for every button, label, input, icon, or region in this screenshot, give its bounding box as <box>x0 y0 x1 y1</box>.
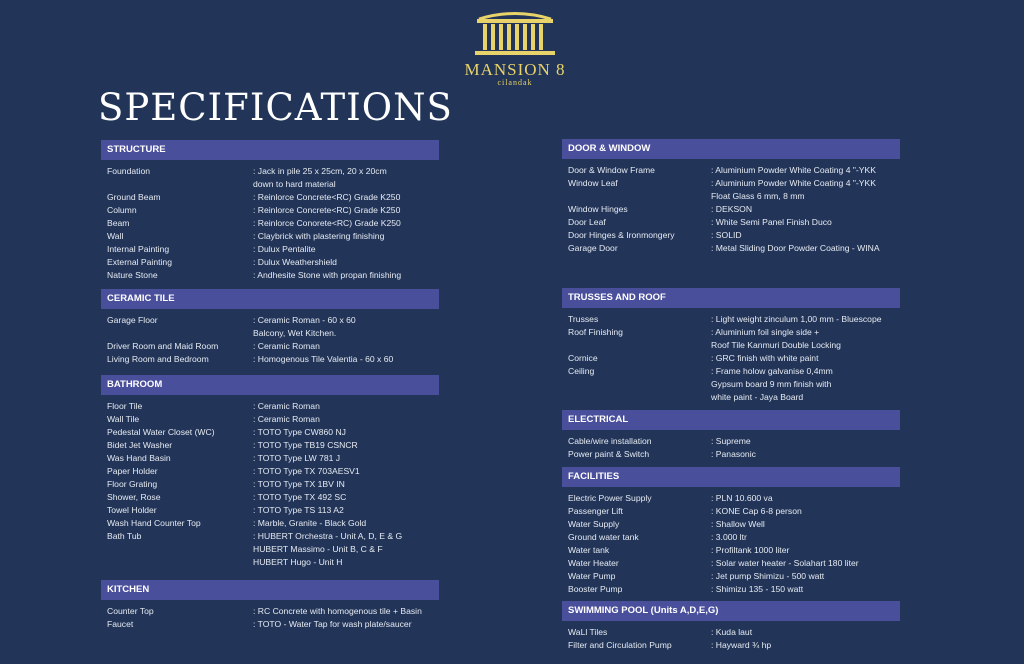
spec-label: Floor Tile <box>107 401 143 411</box>
spec-value: : Aluminium Powder White Coating 4 "-YKK <box>711 165 876 175</box>
spec-row <box>568 626 900 639</box>
spec-label: Cornice <box>568 353 598 363</box>
spec-value: : TOTO Type CW860 NJ <box>253 427 346 437</box>
section <box>562 601 900 652</box>
spec-row <box>107 191 439 204</box>
spec-row <box>568 242 900 255</box>
spec-value: : Ceramic Roman <box>253 414 320 424</box>
spec-row <box>568 505 900 518</box>
spec-row <box>107 243 439 256</box>
spec-value: : Dulux Weathershield <box>253 257 337 267</box>
section-header: CERAMIC TILE <box>101 289 439 309</box>
spec-value: : Ceramic Roman <box>253 341 320 351</box>
spec-row <box>107 217 439 230</box>
spec-label: Cable/wire installation <box>568 436 652 446</box>
spec-value: : SOLID <box>711 230 742 240</box>
spec-list <box>101 605 439 631</box>
spec-label: Power paint & Switch <box>568 449 650 459</box>
spec-row <box>107 204 439 217</box>
spec-label: Water Supply <box>568 519 620 529</box>
spec-row <box>568 531 900 544</box>
spec-label: Faucet <box>107 619 134 629</box>
spec-label: Window Leaf <box>568 178 618 188</box>
spec-value: : Aluminium foil single side + Roof Tile Kanmuri Double Locking <box>711 327 841 350</box>
spec-row <box>568 518 900 531</box>
brand-subtitle: cilandak <box>497 78 533 87</box>
spec-label: Floor Grating <box>107 479 158 489</box>
spec-value: : 3.000 ltr <box>711 532 747 542</box>
pavilion-icon <box>473 10 557 58</box>
spec-row <box>568 492 900 505</box>
spec-row <box>568 216 900 229</box>
spec-label: Water tank <box>568 545 610 555</box>
spec-value: : Marble, Granite - Black Gold <box>253 518 367 528</box>
spec-label: Door & Window Frame <box>568 165 655 175</box>
spec-row <box>107 165 439 191</box>
spec-row <box>107 426 439 439</box>
spec-list <box>562 492 900 596</box>
spec-label: Bath Tub <box>107 531 142 541</box>
section-header: TRUSSES AND ROOF <box>562 288 900 308</box>
spec-value: : Shimizu 135 - 150 watt <box>711 584 804 594</box>
spec-value: : GRC finish with white paint <box>711 353 819 363</box>
spec-label: Nature Stone <box>107 270 158 280</box>
spec-label: Ground Beam <box>107 192 161 202</box>
spec-row <box>568 639 900 652</box>
spec-value: : Shallow Well <box>711 519 765 529</box>
brand-name: MANSION 8 <box>464 60 566 79</box>
section <box>101 289 439 366</box>
spec-label: Garage Door <box>568 243 618 253</box>
spec-row <box>568 570 900 583</box>
spec-row <box>107 439 439 452</box>
spec-label: Door Hinges & Ironmongery <box>568 230 675 240</box>
spec-value: : TOTO Type LW 781 J <box>253 453 341 463</box>
spec-row <box>107 314 439 340</box>
spec-value: : HUBERT Orchestra - Unit A, D, E & G HUBERT Massimo - Unit B, C & F HUBERT Hugo - Unit H <box>253 531 403 567</box>
spec-row <box>107 230 439 243</box>
spec-value: : Light weight zinculum 1,00 mm - Bluescope <box>711 314 882 324</box>
spec-value: : Supreme <box>711 436 751 446</box>
spec-label: Window Hinges <box>568 204 628 214</box>
section <box>562 467 900 596</box>
spec-row <box>568 313 900 326</box>
spec-label: Booster Pump <box>568 584 623 594</box>
spec-value: : Metal Sliding Door Powder Coating - WINA <box>711 243 880 253</box>
spec-row <box>107 452 439 465</box>
spec-label: Filter and Circulation Pump <box>568 640 672 650</box>
spec-label: Door Leaf <box>568 217 606 227</box>
spec-list <box>562 313 900 404</box>
spec-row <box>107 465 439 478</box>
spec-label: Shower, Rose <box>107 492 161 502</box>
section <box>562 139 900 255</box>
spec-row <box>107 340 439 353</box>
spec-label: Garage Floor <box>107 315 158 325</box>
spec-value: : Solar water heater - Solahart 180 liter <box>711 558 859 568</box>
spec-row <box>568 203 900 216</box>
spec-row <box>568 365 900 404</box>
spec-label: Towel Holder <box>107 505 157 515</box>
spec-list <box>562 164 900 255</box>
spec-label: Pedestal Water Closet (WC) <box>107 427 215 437</box>
spec-value: : Claybrick with plastering finishing <box>253 231 385 241</box>
spec-label: Internal Painting <box>107 244 170 254</box>
section-header: DOOR & WINDOW <box>562 139 900 159</box>
spec-label: Trusses <box>568 314 599 324</box>
section-header: KITCHEN <box>101 580 439 600</box>
spec-value: : DEKSON <box>711 204 753 214</box>
spec-label: Driver Room and Maid Room <box>107 341 219 351</box>
spec-row <box>107 504 439 517</box>
brand-logo <box>440 10 590 87</box>
spec-row <box>107 618 439 631</box>
section <box>101 580 439 631</box>
spec-row <box>107 605 439 618</box>
spec-label: Electric Power Supply <box>568 493 652 503</box>
spec-label: Ground water tank <box>568 532 639 542</box>
spec-label: Bidet Jet Washer <box>107 440 173 450</box>
spec-label: Was Hand Basin <box>107 453 171 463</box>
spec-row <box>568 229 900 242</box>
spec-label: Passenger Lift <box>568 506 623 516</box>
spec-row <box>568 164 900 177</box>
section <box>101 375 439 569</box>
section-header: SWIMMING POOL (Units A,D,E,G) <box>562 601 900 621</box>
section-header: ELECTRICAL <box>562 410 900 430</box>
spec-label: Counter Top <box>107 606 154 616</box>
spec-row <box>568 435 900 448</box>
spec-value: : TOTO Type TX 1BV IN <box>253 479 345 489</box>
spec-value: : TOTO Type TX 492 SC <box>253 492 347 502</box>
spec-row <box>568 177 900 203</box>
spec-value: : Aluminium Powder White Coating 4 "-YKK Float Glass 6 mm, 8 mm <box>711 178 876 201</box>
spec-list <box>101 165 439 282</box>
section-header: BATHROOM <box>101 375 439 395</box>
section <box>101 140 439 282</box>
spec-list <box>562 435 900 461</box>
spec-row <box>107 353 439 366</box>
spec-label: Wash Hand Counter Top <box>107 518 201 528</box>
spec-row <box>568 352 900 365</box>
spec-label: Wall <box>107 231 124 241</box>
spec-row <box>568 544 900 557</box>
spec-value: : Hayward ¾ hp <box>711 640 772 650</box>
spec-label: Column <box>107 205 137 215</box>
page-title: SPECIFICATIONS <box>98 86 453 129</box>
spec-value: : KONE Cap 6-8 person <box>711 506 802 516</box>
spec-value: : Jet pump Shimizu - 500 watt <box>711 571 825 581</box>
spec-label: Foundation <box>107 166 151 176</box>
spec-value: : TOTO Type TX 703AESV1 <box>253 466 360 476</box>
spec-label: Living Room and Bedroom <box>107 354 209 364</box>
spec-value: : Dulux Pentalite <box>253 244 316 254</box>
spec-label: Water Pump <box>568 571 616 581</box>
spec-label: Wall Tile <box>107 414 140 424</box>
section <box>562 288 900 404</box>
spec-row <box>107 269 439 282</box>
spec-value: : Jack in pile 25 x 25cm, 20 x 20cm down to hard material <box>253 166 387 189</box>
spec-label: Roof Finishing <box>568 327 623 337</box>
spec-value: : Reinlorce Concrete<RC) Grade K250 <box>253 192 401 202</box>
spec-value: : Homogenous Tile Valentia - 60 x 60 <box>253 354 394 364</box>
section-header: STRUCTURE <box>101 140 439 160</box>
spec-value: : Ceramic Roman <box>253 401 320 411</box>
spec-value: : Frame holow galvanise 0,4mm Gypsum board 9 mm finish with white paint - Jaya Board <box>711 366 833 402</box>
spec-value: : PLN 10.600 va <box>711 493 773 503</box>
spec-label: Water Heater <box>568 558 619 568</box>
spec-label: External Painting <box>107 257 172 267</box>
spec-value: : TOTO Type TB19 CSNCR <box>253 440 358 450</box>
spec-value: : TOTO - Water Tap for wash plate/saucer <box>253 619 412 629</box>
spec-value: : RC Concrete with homogenous tile + Basin <box>253 606 422 616</box>
spec-label: WaLl Tiles <box>568 627 608 637</box>
section-header: FACILITIES <box>562 467 900 487</box>
spec-row <box>568 326 900 352</box>
spec-label: Ceiling <box>568 366 595 376</box>
spec-row <box>568 557 900 570</box>
spec-value: : Reinlorce Concrete<RC) Grade K250 <box>253 205 401 215</box>
spec-label: Beam <box>107 218 130 228</box>
spec-row <box>107 530 439 569</box>
spec-row <box>107 478 439 491</box>
spec-value: : Andhesite Stone with propan finishing <box>253 270 402 280</box>
spec-value: : Panasonic <box>711 449 756 459</box>
spec-row <box>568 448 900 461</box>
spec-value: : Profiltank 1000 liter <box>711 545 790 555</box>
spec-value: : TOTO Type TS 113 A2 <box>253 505 344 515</box>
spec-value: : White Semi Panel Finish Duco <box>711 217 832 227</box>
spec-list <box>562 626 900 652</box>
spec-list <box>101 314 439 366</box>
section <box>562 410 900 461</box>
spec-value: : Ceramic Roman - 60 x 60 Balcony, Wet Kitchen. <box>253 315 356 338</box>
spec-row <box>107 491 439 504</box>
spec-row <box>568 583 900 596</box>
spec-value: : Reinlorce Conorete<RC) Grade K250 <box>253 218 401 228</box>
spec-row <box>107 413 439 426</box>
spec-list <box>101 400 439 569</box>
spec-row <box>107 517 439 530</box>
spec-row <box>107 256 439 269</box>
spec-label: Paper Holder <box>107 466 158 476</box>
spec-value: : Kuda laut <box>711 627 753 637</box>
spec-row <box>107 400 439 413</box>
